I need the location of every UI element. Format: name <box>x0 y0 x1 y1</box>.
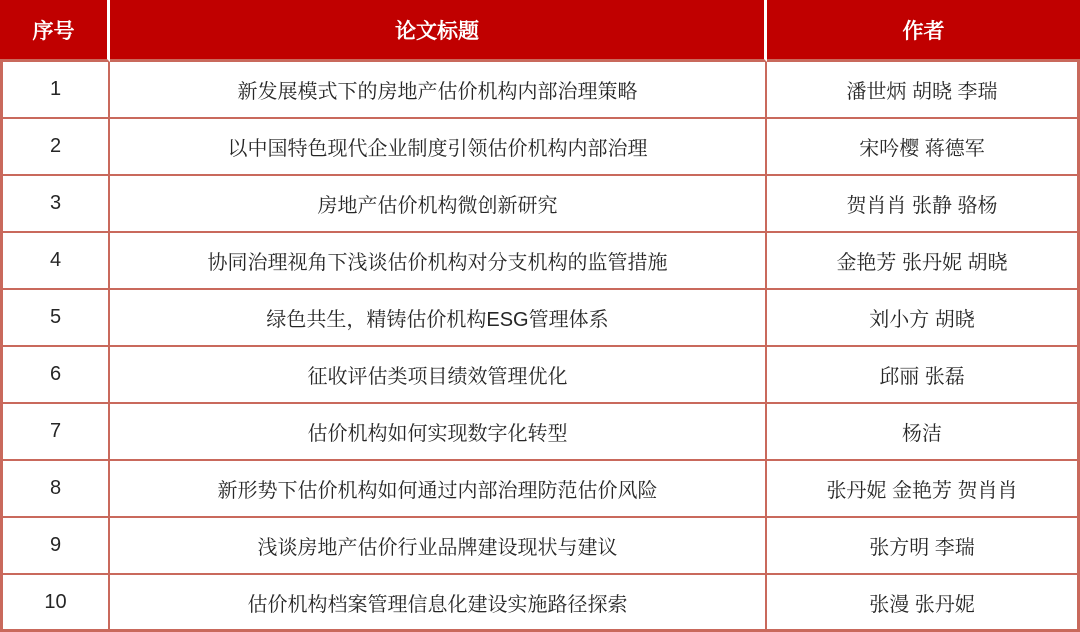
cell-authors: 张丹妮 金艳芳 贺肖肖 <box>767 461 1080 518</box>
cell-index: 10 <box>0 575 110 632</box>
cell-index: 6 <box>0 347 110 404</box>
cell-title: 以中国特色现代企业制度引领估价机构内部治理 <box>110 119 767 176</box>
cell-authors: 张漫 张丹妮 <box>767 575 1080 632</box>
cell-title: 估价机构档案管理信息化建设实施路径探索 <box>110 575 767 632</box>
cell-title: 估价机构如何实现数字化转型 <box>110 404 767 461</box>
cell-authors: 金艳芳 张丹妮 胡晓 <box>767 233 1080 290</box>
column-header-authors: 作者 <box>767 0 1080 62</box>
table-row <box>0 461 1080 518</box>
cell-authors: 宋吟樱 蒋德军 <box>767 119 1080 176</box>
table-header <box>0 0 1080 62</box>
cell-title: 房地产估价机构微创新研究 <box>110 176 767 233</box>
table-body <box>0 62 1080 632</box>
header-row <box>0 0 1080 62</box>
cell-authors: 潘世炳 胡晓 李瑞 <box>767 62 1080 119</box>
cell-title: 新发展模式下的房地产估价机构内部治理策略 <box>110 62 767 119</box>
table-row <box>0 518 1080 575</box>
table-row <box>0 290 1080 347</box>
cell-index: 3 <box>0 176 110 233</box>
cell-index: 1 <box>0 62 110 119</box>
column-header-title: 论文标题 <box>110 0 767 62</box>
cell-index: 7 <box>0 404 110 461</box>
table-row <box>0 119 1080 176</box>
cell-authors: 张方明 李瑞 <box>767 518 1080 575</box>
cell-authors: 刘小方 胡晓 <box>767 290 1080 347</box>
table-row <box>0 233 1080 290</box>
column-header-index: 序号 <box>0 0 110 62</box>
cell-title: 协同治理视角下浅谈估价机构对分支机构的监管措施 <box>110 233 767 290</box>
cell-index: 2 <box>0 119 110 176</box>
cell-index: 5 <box>0 290 110 347</box>
table-row <box>0 575 1080 632</box>
cell-title: 绿色共生，精铸估价机构ESG管理体系 <box>110 290 767 347</box>
table-row <box>0 62 1080 119</box>
cell-title: 新形势下估价机构如何通过内部治理防范估价风险 <box>110 461 767 518</box>
cell-title: 浅谈房地产估价行业品牌建设现状与建议 <box>110 518 767 575</box>
cell-authors: 杨洁 <box>767 404 1080 461</box>
cell-authors: 贺肖肖 张静 骆杨 <box>767 176 1080 233</box>
table-row <box>0 347 1080 404</box>
cell-index: 9 <box>0 518 110 575</box>
cell-authors: 邱丽 张磊 <box>767 347 1080 404</box>
cell-index: 4 <box>0 233 110 290</box>
table-row <box>0 404 1080 461</box>
cell-index: 8 <box>0 461 110 518</box>
table-row <box>0 176 1080 233</box>
cell-title: 征收评估类项目绩效管理优化 <box>110 347 767 404</box>
